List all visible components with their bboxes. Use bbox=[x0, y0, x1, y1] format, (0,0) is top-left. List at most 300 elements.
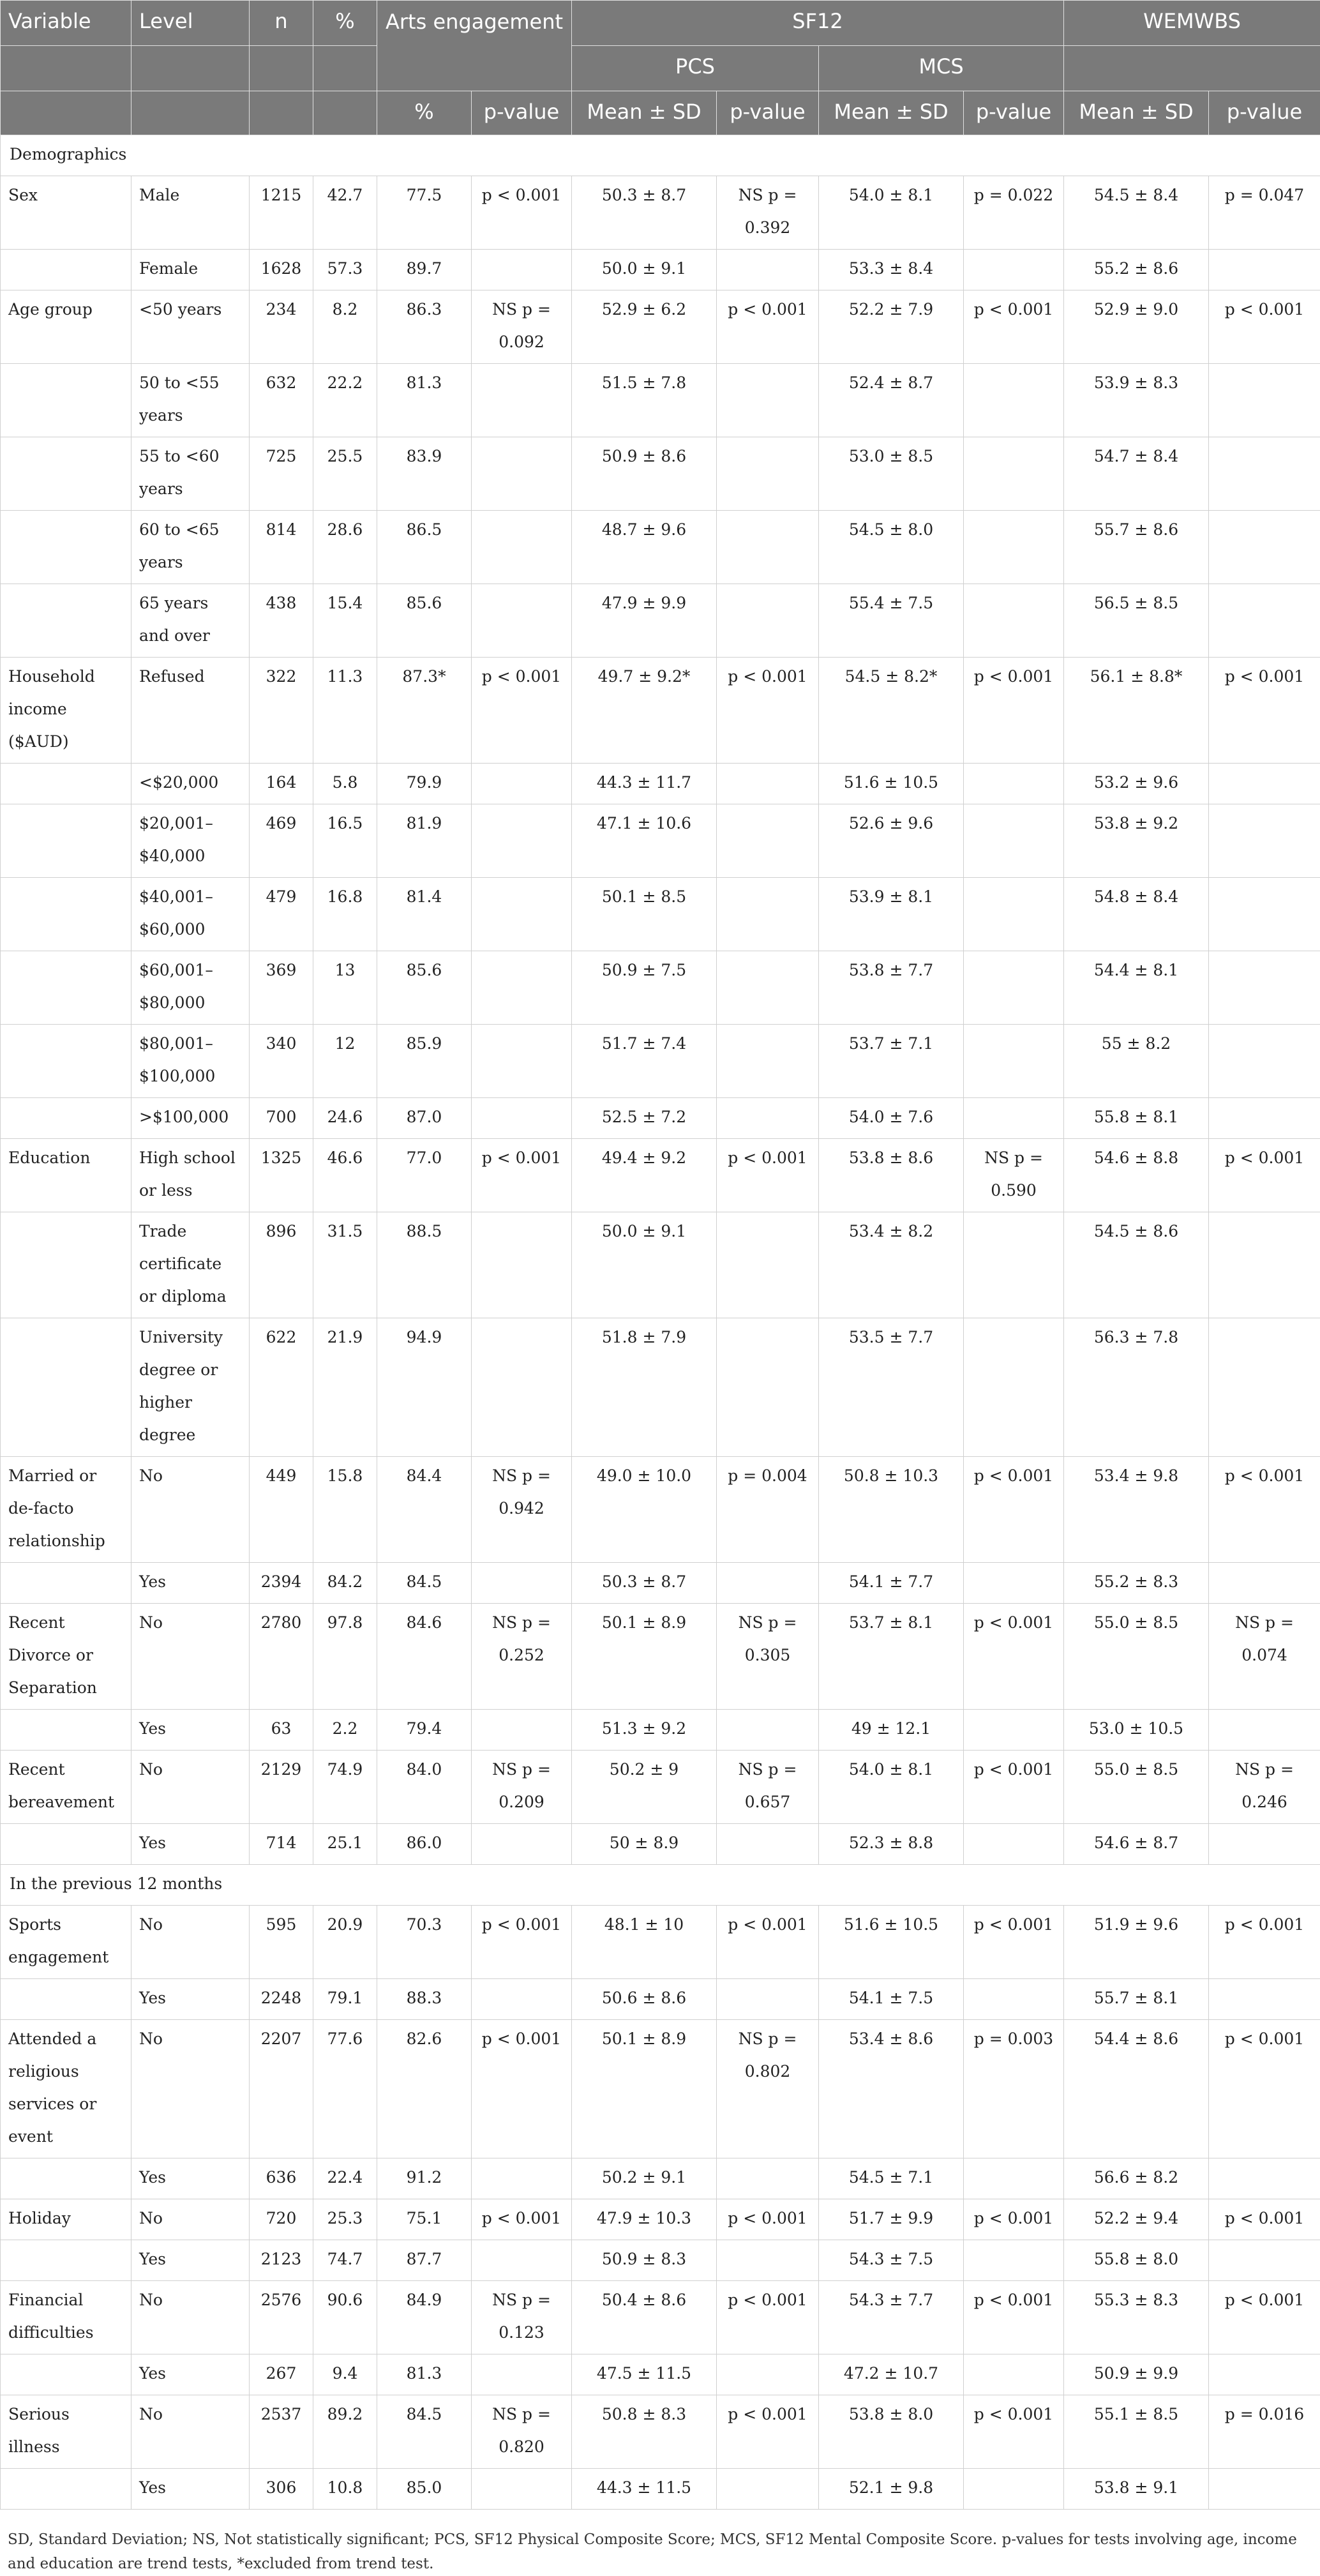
wem-mean-cell: 53.0 ± 10.5 bbox=[1064, 1710, 1209, 1751]
arts-pvalue-cell: NS p = 0.252 bbox=[472, 1604, 572, 1710]
pcs-mean-cell: 50.6 ± 8.6 bbox=[572, 1979, 717, 2020]
level-cell: Refused bbox=[131, 658, 250, 764]
header-level: Level bbox=[131, 1, 250, 46]
table-row bbox=[1, 584, 1320, 658]
variable-cell bbox=[1, 1025, 131, 1098]
header-pcs-pvalue: p-value bbox=[717, 91, 819, 135]
mcs-pvalue-cell bbox=[964, 1979, 1064, 2020]
mcs-pvalue-cell: p < 0.001 bbox=[964, 290, 1064, 364]
pct-cell: 21.9 bbox=[313, 1318, 377, 1457]
arts-pct-cell: 87.7 bbox=[377, 2240, 472, 2281]
level-cell: No bbox=[131, 2395, 250, 2469]
variable-cell bbox=[1, 804, 131, 878]
pct-cell: 46.6 bbox=[313, 1139, 377, 1212]
header-wemwbs: WEMWBS bbox=[1064, 1, 1320, 46]
table-row bbox=[1, 1139, 1320, 1212]
wem-mean-cell: 55.3 ± 8.3 bbox=[1064, 2281, 1209, 2354]
level-cell: Yes bbox=[131, 2240, 250, 2281]
level-cell: $40,001–$60,000 bbox=[131, 878, 250, 951]
variable-cell bbox=[1, 1979, 131, 2020]
header-variable: Variable bbox=[1, 1, 131, 46]
wem-pvalue-cell bbox=[1209, 1979, 1320, 2020]
wem-mean-cell: 56.3 ± 7.8 bbox=[1064, 1318, 1209, 1457]
header-pcs-mean: Mean ± SD bbox=[572, 91, 717, 135]
arts-pvalue-cell: NS p = 0.092 bbox=[472, 290, 572, 364]
mcs-pvalue-cell bbox=[964, 878, 1064, 951]
mcs-pvalue-cell: p < 0.001 bbox=[964, 1906, 1064, 1979]
level-cell: High school or less bbox=[131, 1139, 250, 1212]
arts-pvalue-cell: p < 0.001 bbox=[472, 1906, 572, 1979]
variable-cell bbox=[1, 511, 131, 584]
mcs-pvalue-cell bbox=[964, 584, 1064, 658]
arts-pvalue-cell bbox=[472, 951, 572, 1025]
wem-pvalue-cell: p < 0.001 bbox=[1209, 1906, 1320, 1979]
mcs-mean-cell: 51.6 ± 10.5 bbox=[819, 764, 964, 804]
n-cell: 1628 bbox=[250, 250, 313, 290]
mcs-pvalue-cell: p < 0.001 bbox=[964, 2199, 1064, 2240]
header-blank bbox=[313, 46, 377, 91]
wem-pvalue-cell bbox=[1209, 804, 1320, 878]
n-cell: 896 bbox=[250, 1212, 313, 1318]
table-row bbox=[1, 290, 1320, 364]
mcs-pvalue-cell bbox=[964, 2354, 1064, 2395]
level-cell: No bbox=[131, 1604, 250, 1710]
mcs-mean-cell: 54.5 ± 8.2* bbox=[819, 658, 964, 764]
table-row bbox=[1, 1751, 1320, 1824]
arts-pct-cell: 86.5 bbox=[377, 511, 472, 584]
arts-pct-cell: 81.4 bbox=[377, 878, 472, 951]
arts-pvalue-cell bbox=[472, 1979, 572, 2020]
arts-pct-cell: 77.5 bbox=[377, 176, 472, 250]
wem-pvalue-cell bbox=[1209, 878, 1320, 951]
level-cell: Yes bbox=[131, 1563, 250, 1604]
variable-cell: Serious illness bbox=[1, 2395, 131, 2469]
mcs-mean-cell: 53.8 ± 8.6 bbox=[819, 1139, 964, 1212]
table-row bbox=[1, 1604, 1320, 1710]
wem-pvalue-cell: p < 0.001 bbox=[1209, 2199, 1320, 2240]
mcs-mean-cell: 54.1 ± 7.5 bbox=[819, 1979, 964, 2020]
pct-cell: 8.2 bbox=[313, 290, 377, 364]
header-pct: % bbox=[313, 1, 377, 46]
n-cell: 2394 bbox=[250, 1563, 313, 1604]
level-cell: 50 to <55 years bbox=[131, 364, 250, 437]
wem-mean-cell: 54.7 ± 8.4 bbox=[1064, 437, 1209, 511]
mcs-mean-cell: 54.0 ± 8.1 bbox=[819, 176, 964, 250]
header-arts-engagement: Arts engagement bbox=[377, 1, 572, 91]
table-row bbox=[1, 511, 1320, 584]
table-row bbox=[1, 1098, 1320, 1139]
arts-pct-cell: 86.0 bbox=[377, 1824, 472, 1865]
arts-pvalue-cell: NS p = 0.820 bbox=[472, 2395, 572, 2469]
pcs-mean-cell: 52.9 ± 6.2 bbox=[572, 290, 717, 364]
pcs-mean-cell: 51.3 ± 9.2 bbox=[572, 1710, 717, 1751]
mcs-mean-cell: 47.2 ± 10.7 bbox=[819, 2354, 964, 2395]
mcs-pvalue-cell: p < 0.001 bbox=[964, 1751, 1064, 1824]
pct-cell: 2.2 bbox=[313, 1710, 377, 1751]
variable-cell bbox=[1, 2354, 131, 2395]
arts-pvalue-cell: p < 0.001 bbox=[472, 2020, 572, 2158]
table-row bbox=[1, 1212, 1320, 1318]
section-row bbox=[1, 135, 1320, 176]
level-cell: Yes bbox=[131, 2158, 250, 2199]
wem-pvalue-cell bbox=[1209, 2469, 1320, 2510]
wem-pvalue-cell: p < 0.001 bbox=[1209, 1457, 1320, 1563]
wem-mean-cell: 55 ± 8.2 bbox=[1064, 1025, 1209, 1098]
table-row bbox=[1, 2354, 1320, 2395]
level-cell: No bbox=[131, 1906, 250, 1979]
pcs-mean-cell: 50.2 ± 9.1 bbox=[572, 2158, 717, 2199]
wem-pvalue-cell: p = 0.016 bbox=[1209, 2395, 1320, 2469]
header-blank bbox=[1064, 46, 1320, 91]
pcs-mean-cell: 50 ± 8.9 bbox=[572, 1824, 717, 1865]
header-sf12: SF12 bbox=[572, 1, 1064, 46]
pcs-pvalue-cell bbox=[717, 1979, 819, 2020]
arts-pct-cell: 87.0 bbox=[377, 1098, 472, 1139]
n-cell: 369 bbox=[250, 951, 313, 1025]
mcs-pvalue-cell bbox=[964, 1710, 1064, 1751]
arts-pct-cell: 82.6 bbox=[377, 2020, 472, 2158]
arts-pct-cell: 79.9 bbox=[377, 764, 472, 804]
pcs-pvalue-cell bbox=[717, 804, 819, 878]
mcs-pvalue-cell: p = 0.003 bbox=[964, 2020, 1064, 2158]
wem-mean-cell: 53.8 ± 9.2 bbox=[1064, 804, 1209, 878]
n-cell: 306 bbox=[250, 2469, 313, 2510]
pcs-mean-cell: 50.9 ± 8.3 bbox=[572, 2240, 717, 2281]
n-cell: 2780 bbox=[250, 1604, 313, 1710]
arts-pct-cell: 81.3 bbox=[377, 2354, 472, 2395]
header-blank bbox=[131, 91, 250, 135]
pcs-mean-cell: 50.9 ± 7.5 bbox=[572, 951, 717, 1025]
pct-cell: 25.1 bbox=[313, 1824, 377, 1865]
wem-pvalue-cell: p < 0.001 bbox=[1209, 290, 1320, 364]
arts-pct-cell: 77.0 bbox=[377, 1139, 472, 1212]
header-arts-pct: % bbox=[377, 91, 472, 135]
variable-cell bbox=[1, 364, 131, 437]
variable-cell: Recent Divorce or Separation bbox=[1, 1604, 131, 1710]
wem-pvalue-cell bbox=[1209, 2354, 1320, 2395]
arts-pct-cell: 85.0 bbox=[377, 2469, 472, 2510]
pcs-mean-cell: 50.4 ± 8.6 bbox=[572, 2281, 717, 2354]
pcs-pvalue-cell bbox=[717, 1824, 819, 1865]
level-cell: 65 years and over bbox=[131, 584, 250, 658]
arts-pct-cell: 85.9 bbox=[377, 1025, 472, 1098]
mcs-mean-cell: 53.9 ± 8.1 bbox=[819, 878, 964, 951]
pcs-pvalue-cell bbox=[717, 1710, 819, 1751]
level-cell: No bbox=[131, 2020, 250, 2158]
wem-mean-cell: 55.7 ± 8.6 bbox=[1064, 511, 1209, 584]
pcs-pvalue-cell bbox=[717, 511, 819, 584]
wem-mean-cell: 55.8 ± 8.0 bbox=[1064, 2240, 1209, 2281]
mcs-mean-cell: 49 ± 12.1 bbox=[819, 1710, 964, 1751]
arts-pct-cell: 79.4 bbox=[377, 1710, 472, 1751]
variable-cell bbox=[1, 951, 131, 1025]
mcs-mean-cell: 54.0 ± 7.6 bbox=[819, 1098, 964, 1139]
pct-cell: 5.8 bbox=[313, 764, 377, 804]
table-row bbox=[1, 1979, 1320, 2020]
wem-pvalue-cell: NS p = 0.074 bbox=[1209, 1604, 1320, 1710]
wem-pvalue-cell bbox=[1209, 1563, 1320, 1604]
variable-cell bbox=[1, 437, 131, 511]
variable-cell: Attended a religious services or event bbox=[1, 2020, 131, 2158]
pcs-mean-cell: 50.0 ± 9.1 bbox=[572, 1212, 717, 1318]
pcs-mean-cell: 49.7 ± 9.2* bbox=[572, 658, 717, 764]
pcs-pvalue-cell bbox=[717, 764, 819, 804]
wem-pvalue-cell: NS p = 0.246 bbox=[1209, 1751, 1320, 1824]
wem-mean-cell: 54.8 ± 8.4 bbox=[1064, 878, 1209, 951]
header-arts-pvalue: p-value bbox=[472, 91, 572, 135]
level-cell: University degree or higher degree bbox=[131, 1318, 250, 1457]
arts-pct-cell: 89.7 bbox=[377, 250, 472, 290]
arts-pvalue-cell bbox=[472, 804, 572, 878]
wem-mean-cell: 51.9 ± 9.6 bbox=[1064, 1906, 1209, 1979]
section-label: Demographics bbox=[1, 135, 1320, 176]
wem-mean-cell: 55.0 ± 8.5 bbox=[1064, 1604, 1209, 1710]
n-cell: 2129 bbox=[250, 1751, 313, 1824]
pct-cell: 22.4 bbox=[313, 2158, 377, 2199]
table-row bbox=[1, 1025, 1320, 1098]
arts-pvalue-cell bbox=[472, 764, 572, 804]
mcs-pvalue-cell: p < 0.001 bbox=[964, 1604, 1064, 1710]
wem-pvalue-cell bbox=[1209, 764, 1320, 804]
arts-pvalue-cell bbox=[472, 1212, 572, 1318]
wem-pvalue-cell bbox=[1209, 2240, 1320, 2281]
arts-pct-cell: 83.9 bbox=[377, 437, 472, 511]
pct-cell: 24.6 bbox=[313, 1098, 377, 1139]
wem-mean-cell: 50.9 ± 9.9 bbox=[1064, 2354, 1209, 2395]
arts-pvalue-cell bbox=[472, 878, 572, 951]
wem-mean-cell: 54.4 ± 8.6 bbox=[1064, 2020, 1209, 2158]
level-cell: $20,001–$40,000 bbox=[131, 804, 250, 878]
n-cell: 2576 bbox=[250, 2281, 313, 2354]
arts-pct-cell: 81.9 bbox=[377, 804, 472, 878]
mcs-pvalue-cell: p < 0.001 bbox=[964, 658, 1064, 764]
arts-pvalue-cell bbox=[472, 1025, 572, 1098]
pcs-pvalue-cell bbox=[717, 1318, 819, 1457]
arts-pvalue-cell: p < 0.001 bbox=[472, 658, 572, 764]
table-row bbox=[1, 951, 1320, 1025]
mcs-pvalue-cell bbox=[964, 804, 1064, 878]
pct-cell: 15.8 bbox=[313, 1457, 377, 1563]
pct-cell: 11.3 bbox=[313, 658, 377, 764]
wem-pvalue-cell: p < 0.001 bbox=[1209, 2281, 1320, 2354]
level-cell: $60,001–$80,000 bbox=[131, 951, 250, 1025]
pct-cell: 74.9 bbox=[313, 1751, 377, 1824]
pcs-mean-cell: 52.5 ± 7.2 bbox=[572, 1098, 717, 1139]
table-row bbox=[1, 364, 1320, 437]
mcs-mean-cell: 52.6 ± 9.6 bbox=[819, 804, 964, 878]
mcs-pvalue-cell bbox=[964, 364, 1064, 437]
arts-pvalue-cell bbox=[472, 2158, 572, 2199]
level-cell: No bbox=[131, 1457, 250, 1563]
table-row bbox=[1, 1457, 1320, 1563]
wem-pvalue-cell bbox=[1209, 951, 1320, 1025]
pcs-pvalue-cell bbox=[717, 2354, 819, 2395]
arts-pvalue-cell: NS p = 0.209 bbox=[472, 1751, 572, 1824]
pct-cell: 12 bbox=[313, 1025, 377, 1098]
wem-pvalue-cell bbox=[1209, 250, 1320, 290]
pct-cell: 90.6 bbox=[313, 2281, 377, 2354]
header-mcs-mean: Mean ± SD bbox=[819, 91, 964, 135]
variable-cell bbox=[1, 1824, 131, 1865]
mcs-pvalue-cell: p = 0.022 bbox=[964, 176, 1064, 250]
arts-pct-cell: 88.5 bbox=[377, 1212, 472, 1318]
pct-cell: 13 bbox=[313, 951, 377, 1025]
arts-pct-cell: 86.3 bbox=[377, 290, 472, 364]
level-cell: Yes bbox=[131, 2354, 250, 2395]
pct-cell: 57.3 bbox=[313, 250, 377, 290]
pcs-pvalue-cell: p < 0.001 bbox=[717, 2281, 819, 2354]
pct-cell: 22.2 bbox=[313, 364, 377, 437]
arts-pct-cell: 85.6 bbox=[377, 951, 472, 1025]
variable-cell: Education bbox=[1, 1139, 131, 1212]
pcs-pvalue-cell bbox=[717, 1025, 819, 1098]
level-cell: 55 to <60 years bbox=[131, 437, 250, 511]
wem-mean-cell: 53.8 ± 9.1 bbox=[1064, 2469, 1209, 2510]
table-row bbox=[1, 658, 1320, 764]
header-n: n bbox=[250, 1, 313, 46]
wem-pvalue-cell bbox=[1209, 1212, 1320, 1318]
wem-mean-cell: 56.5 ± 8.5 bbox=[1064, 584, 1209, 658]
mcs-pvalue-cell bbox=[964, 1212, 1064, 1318]
n-cell: 63 bbox=[250, 1710, 313, 1751]
variable-cell bbox=[1, 2469, 131, 2510]
pcs-mean-cell: 50.8 ± 8.3 bbox=[572, 2395, 717, 2469]
pcs-mean-cell: 50.3 ± 8.7 bbox=[572, 176, 717, 250]
level-cell: >$100,000 bbox=[131, 1098, 250, 1139]
variable-cell: Sex bbox=[1, 176, 131, 250]
pct-cell: 15.4 bbox=[313, 584, 377, 658]
pcs-pvalue-cell: NS p = 0.802 bbox=[717, 2020, 819, 2158]
wem-mean-cell: 54.6 ± 8.7 bbox=[1064, 1824, 1209, 1865]
table-row bbox=[1, 2469, 1320, 2510]
arts-pvalue-cell bbox=[472, 1318, 572, 1457]
pcs-mean-cell: 50.1 ± 8.9 bbox=[572, 2020, 717, 2158]
mcs-pvalue-cell bbox=[964, 250, 1064, 290]
pcs-pvalue-cell: NS p = 0.305 bbox=[717, 1604, 819, 1710]
pcs-pvalue-cell: NS p = 0.392 bbox=[717, 176, 819, 250]
section-label: In the previous 12 months bbox=[1, 1865, 1320, 1906]
arts-pct-cell: 70.3 bbox=[377, 1906, 472, 1979]
pct-cell: 28.6 bbox=[313, 511, 377, 584]
level-cell: No bbox=[131, 2281, 250, 2354]
variable-cell: Sports engagement bbox=[1, 1906, 131, 1979]
table-row bbox=[1, 2240, 1320, 2281]
mcs-mean-cell: 52.3 ± 8.8 bbox=[819, 1824, 964, 1865]
arts-pvalue-cell: p < 0.001 bbox=[472, 1139, 572, 1212]
table-body bbox=[1, 135, 1320, 2510]
table-row bbox=[1, 878, 1320, 951]
wem-pvalue-cell bbox=[1209, 437, 1320, 511]
wem-mean-cell: 54.5 ± 8.4 bbox=[1064, 176, 1209, 250]
table-row bbox=[1, 1318, 1320, 1457]
arts-pvalue-cell bbox=[472, 250, 572, 290]
wem-mean-cell: 55.7 ± 8.1 bbox=[1064, 1979, 1209, 2020]
pct-cell: 77.6 bbox=[313, 2020, 377, 2158]
mcs-mean-cell: 52.2 ± 7.9 bbox=[819, 290, 964, 364]
table-row bbox=[1, 1906, 1320, 1979]
pcs-pvalue-cell bbox=[717, 437, 819, 511]
pcs-pvalue-cell bbox=[717, 250, 819, 290]
mcs-mean-cell: 53.5 ± 7.7 bbox=[819, 1318, 964, 1457]
header-pcs: PCS bbox=[572, 46, 819, 91]
mcs-pvalue-cell bbox=[964, 1098, 1064, 1139]
mcs-mean-cell: 52.1 ± 9.8 bbox=[819, 2469, 964, 2510]
mcs-mean-cell: 51.6 ± 10.5 bbox=[819, 1906, 964, 1979]
arts-pvalue-cell bbox=[472, 1098, 572, 1139]
arts-pvalue-cell bbox=[472, 437, 572, 511]
pcs-mean-cell: 49.0 ± 10.0 bbox=[572, 1457, 717, 1563]
variable-cell: Married or de-facto relationship bbox=[1, 1457, 131, 1563]
pcs-pvalue-cell bbox=[717, 1563, 819, 1604]
mcs-mean-cell: 53.7 ± 8.1 bbox=[819, 1604, 964, 1710]
arts-pct-cell: 91.2 bbox=[377, 2158, 472, 2199]
header-mcs: MCS bbox=[819, 46, 1064, 91]
header-blank bbox=[313, 91, 377, 135]
header-blank bbox=[131, 46, 250, 91]
header-wem-pvalue: p-value bbox=[1209, 91, 1320, 135]
wem-pvalue-cell: p = 0.047 bbox=[1209, 176, 1320, 250]
arts-pvalue-cell: p < 0.001 bbox=[472, 2199, 572, 2240]
arts-pvalue-cell bbox=[472, 2469, 572, 2510]
pct-cell: 42.7 bbox=[313, 176, 377, 250]
mcs-pvalue-cell bbox=[964, 437, 1064, 511]
n-cell: 2207 bbox=[250, 2020, 313, 2158]
mcs-pvalue-cell bbox=[964, 511, 1064, 584]
table-row bbox=[1, 2199, 1320, 2240]
wem-pvalue-cell: p < 0.001 bbox=[1209, 658, 1320, 764]
arts-pct-cell: 84.6 bbox=[377, 1604, 472, 1710]
wem-mean-cell: 56.6 ± 8.2 bbox=[1064, 2158, 1209, 2199]
wem-mean-cell: 55.1 ± 8.5 bbox=[1064, 2395, 1209, 2469]
arts-pvalue-cell bbox=[472, 1563, 572, 1604]
n-cell: 2248 bbox=[250, 1979, 313, 2020]
mcs-mean-cell: 52.4 ± 8.7 bbox=[819, 364, 964, 437]
pcs-mean-cell: 50.2 ± 9 bbox=[572, 1751, 717, 1824]
n-cell: 725 bbox=[250, 437, 313, 511]
mcs-mean-cell: 53.4 ± 8.6 bbox=[819, 2020, 964, 2158]
mcs-mean-cell: 54.0 ± 8.1 bbox=[819, 1751, 964, 1824]
arts-pct-cell: 85.6 bbox=[377, 584, 472, 658]
n-cell: 814 bbox=[250, 511, 313, 584]
pcs-pvalue-cell: p = 0.004 bbox=[717, 1457, 819, 1563]
pct-cell: 9.4 bbox=[313, 2354, 377, 2395]
table-row bbox=[1, 1563, 1320, 1604]
pcs-mean-cell: 47.5 ± 11.5 bbox=[572, 2354, 717, 2395]
n-cell: 720 bbox=[250, 2199, 313, 2240]
pcs-pvalue-cell: p < 0.001 bbox=[717, 1139, 819, 1212]
pcs-pvalue-cell bbox=[717, 878, 819, 951]
mcs-pvalue-cell: p < 0.001 bbox=[964, 1457, 1064, 1563]
arts-pvalue-cell bbox=[472, 511, 572, 584]
n-cell: 449 bbox=[250, 1457, 313, 1563]
level-cell: Yes bbox=[131, 1979, 250, 2020]
arts-pct-cell: 88.3 bbox=[377, 1979, 472, 2020]
header-blank bbox=[250, 46, 313, 91]
wem-pvalue-cell bbox=[1209, 2158, 1320, 2199]
wem-mean-cell: 55.2 ± 8.3 bbox=[1064, 1563, 1209, 1604]
pcs-pvalue-cell: p < 0.001 bbox=[717, 2199, 819, 2240]
table-row bbox=[1, 1824, 1320, 1865]
mcs-mean-cell: 54.3 ± 7.5 bbox=[819, 2240, 964, 2281]
wem-mean-cell: 52.9 ± 9.0 bbox=[1064, 290, 1209, 364]
variable-cell bbox=[1, 2240, 131, 2281]
pcs-mean-cell: 47.9 ± 10.3 bbox=[572, 2199, 717, 2240]
wem-pvalue-cell: p < 0.001 bbox=[1209, 1139, 1320, 1212]
variable-cell: Recent bereavement bbox=[1, 1751, 131, 1824]
mcs-mean-cell: 50.8 ± 10.3 bbox=[819, 1457, 964, 1563]
section-row bbox=[1, 1865, 1320, 1906]
pcs-pvalue-cell: p < 0.001 bbox=[717, 2395, 819, 2469]
